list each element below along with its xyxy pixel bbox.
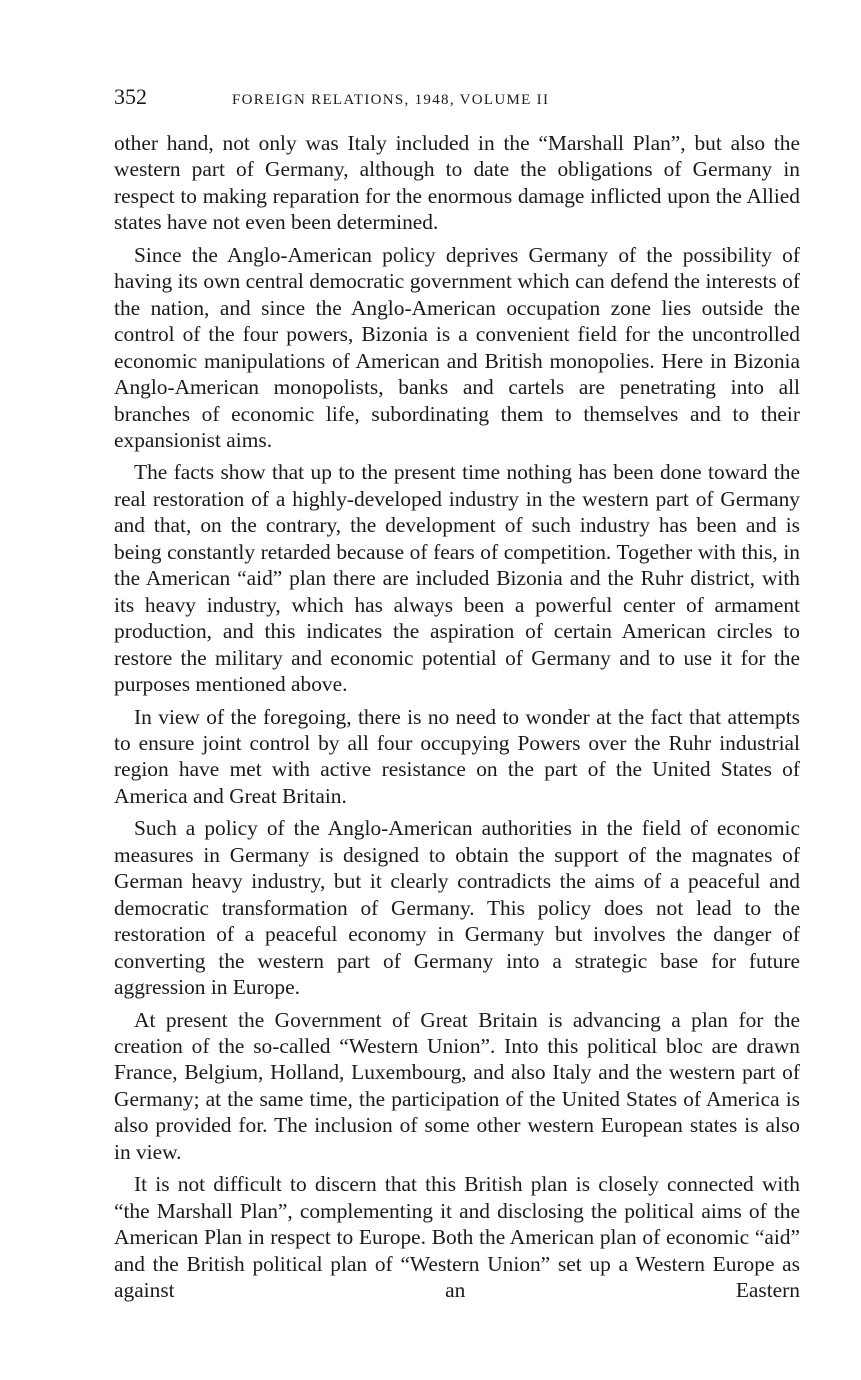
paragraph-continued: other hand, not only was Italy included in the “Marshall Plan”, but also the western part of Germany, although to date the obligations of Germany in respect to making reparation for the enormous damage inflicted upon the Allied states have not even been determined. [114,131,800,235]
paragraph-western-union: At present the Government of Great Britain is advancing a plan for the creation of the so-called “Western Union”. Into this political bloc are drawn France, Belgium, Holland, Luxembourg, and also Italy and the western part of Germany; at the same time, the participation of the United States of America is also provided for. The inclusion of some other western European states is also in view. [114,1007,800,1164]
document-page [114,84,800,1309]
paragraph-marshall-plan: It is not difficult to discern that this British plan is closely connected with “the Marshall Plan”, complementing it and disclosing the political aims of the American Plan in respect to Europe. Both the American plan of economic “aid” and the British political plan of “Western Union” set up a Western Europe as against an Eastern [114,1172,800,1303]
paragraph-bizonia: Since the Anglo-American policy deprives Germany of the possibility of having its own central democratic government which can defend the interests of the nation, and since the Anglo-American occupation zone lies outside the control of the four powers, Bizonia is a convenient field for the uncontrolled economic manipulations of American and British monopolies. Here in Bizonia Anglo-American monopolists, banks and cartels are penetrating into all branches of economic life, subordinating them to themselves and to their expansionist aims. [114,242,800,452]
body-text [114,130,800,1303]
page-number: 352 [114,84,147,109]
running-header [114,84,800,116]
paragraph-facts: The facts show that up to the present time nothing has been done toward the real restoration of a highly-developed industry in the western part of Germany and that, on the contrary, the development of such industry has been and is being constantly retarded because of fears of competition. Together with this, in the American “aid” plan there are included Bizonia and the Ruhr district, with its heavy industry, which has always been a powerful center of armament production, and this indicates the aspiration of certain American circles to restore the military and economic potential of Germany and to use it for the purposes mentioned above. [114,460,800,697]
paragraph-policy: Such a policy of the Anglo-American authorities in the field of economic measures in Germany is designed to obtain the support of the magnates of German heavy industry, but it clearly contradicts the aims of a peaceful and democratic transformation of Germany. This policy does not lead to the restoration of a peaceful economy in Germany but involves the danger of converting the western part of Germany into a strategic base for future aggression in Europe. [114,816,800,1000]
running-title: FOREIGN RELATIONS, 1948, VOLUME II [232,92,550,108]
paragraph-ruhr-control: In view of the foregoing, there is no need to wonder at the fact that attempts to ensure joint control by all four occupying Powers over the Ruhr industrial region have met with active resistance on the part of the United States of America and Great Britain. [114,704,800,808]
